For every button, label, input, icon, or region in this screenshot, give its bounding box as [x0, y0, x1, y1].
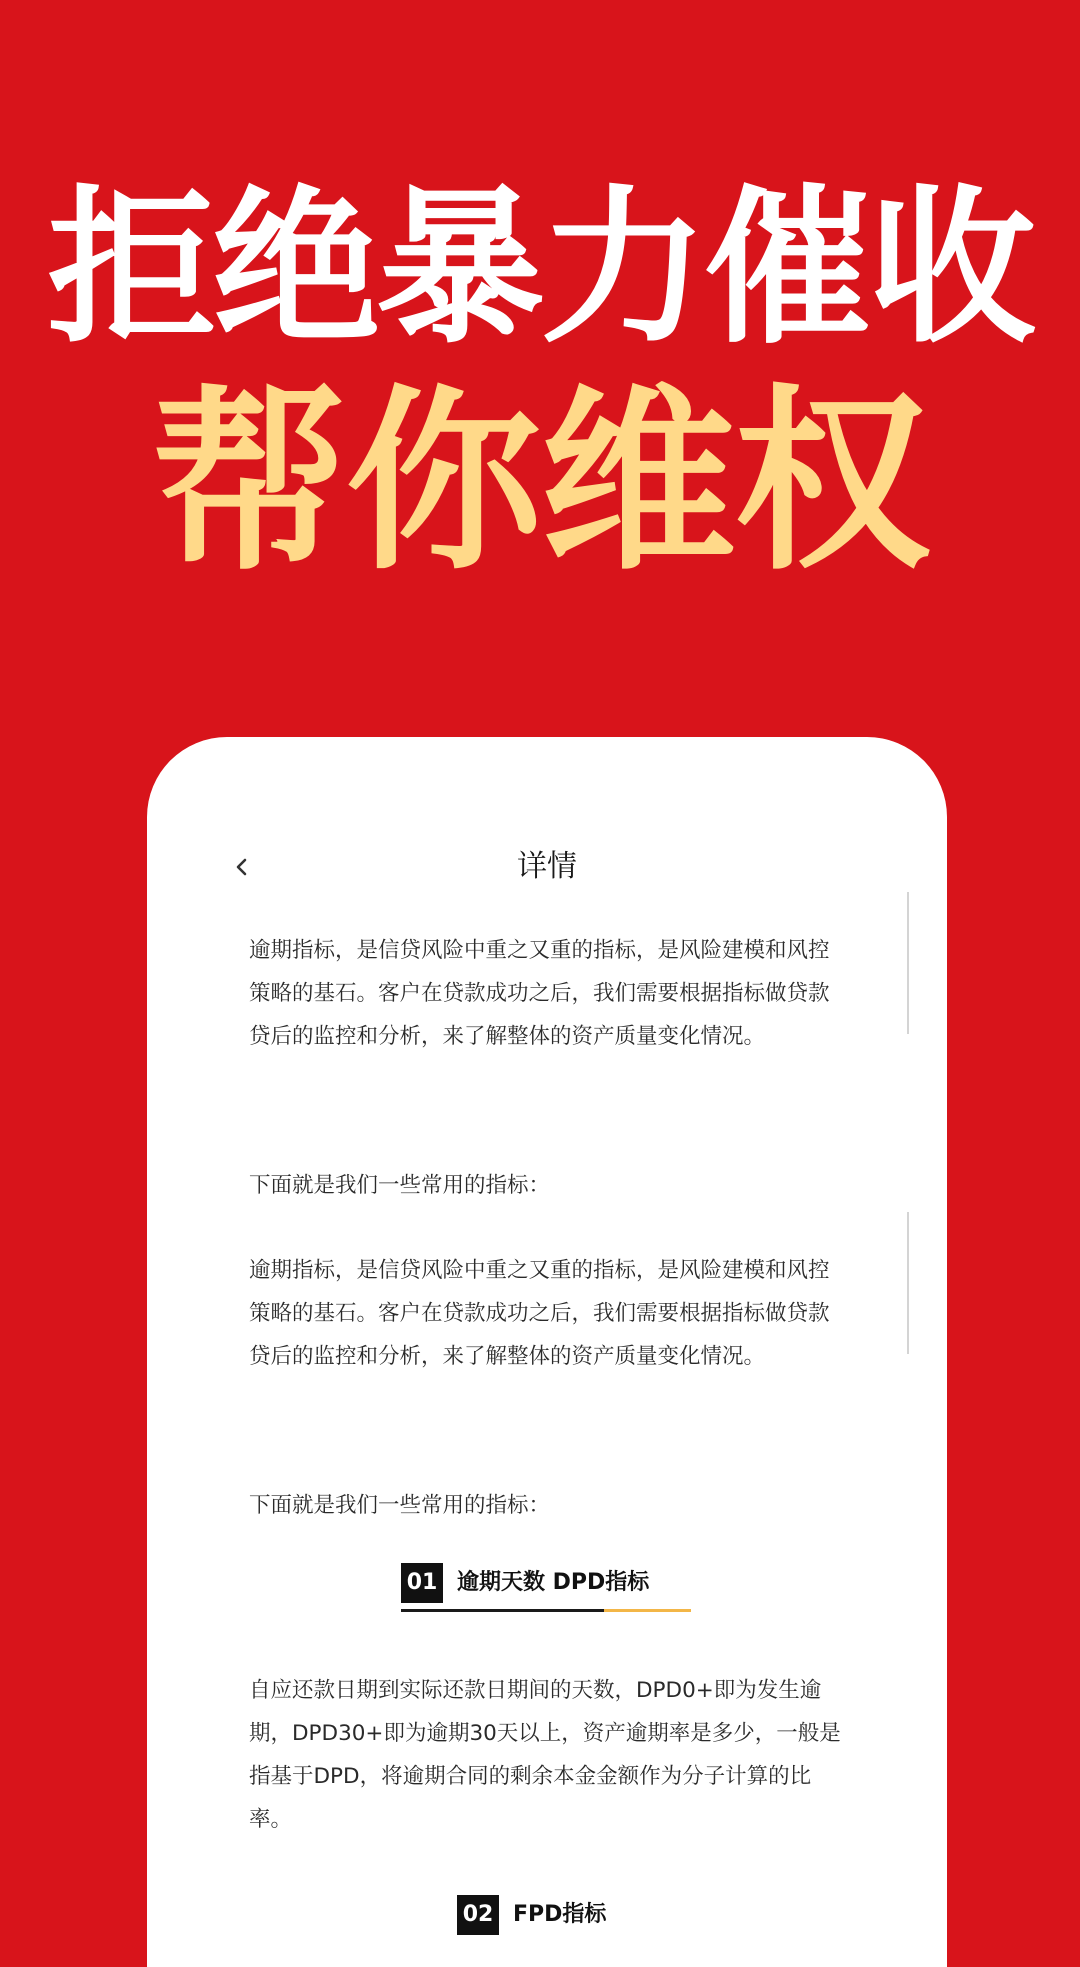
scrollbar-track: [907, 892, 909, 1034]
section-title: 逾期天数 DPD指标: [457, 1570, 650, 1595]
section-number-badge: 01: [401, 1563, 443, 1603]
intro-paragraph: 逾期指标，是信贷风险中重之又重的指标，是风险建模和风控策略的基石。客户在贷款成功之后，我们需要根据指标做贷款贷后的监控和分析，来了解整体的资产质量变化情况。: [249, 1258, 830, 1369]
intro-lead-text: 下面就是我们一些常用的指标：: [249, 1493, 551, 1518]
section-title: FPD指标: [513, 1902, 607, 1927]
section-number-badge: 02: [457, 1895, 499, 1935]
page-title: 详情: [517, 849, 577, 884]
section-header: [147, 1557, 947, 1617]
section-header: [147, 1889, 947, 1949]
nav-bar: [147, 837, 947, 897]
section-body: 自应还款日期到实际还款日期间的天数，DPD0+即为发生逾期，DPD30+即为逾期30天以上，资产逾期率是多少，一般是指基于DPD，将逾期合同的剩余本金金额作为分子计算的比率。: [249, 1678, 841, 1832]
intro-lead-text: 下面就是我们一些常用的指标：: [249, 1173, 551, 1198]
phone-screen-card: [147, 737, 947, 1967]
section-underline-accent: [604, 1609, 691, 1612]
intro-paragraph: 逾期指标，是信贷风险中重之又重的指标，是风险建模和风控策略的基石。客户在贷款成功之后，我们需要根据指标做贷款贷后的监控和分析，来了解整体的资产质量变化情况。: [249, 938, 830, 1049]
section-underline: [401, 1609, 604, 1612]
headline-protect-your-rights: 帮你维权: [151, 369, 928, 597]
headline-refuse-violent-collection: 拒绝暴力催收: [48, 170, 1032, 366]
scrollbar-track: [907, 1212, 909, 1354]
